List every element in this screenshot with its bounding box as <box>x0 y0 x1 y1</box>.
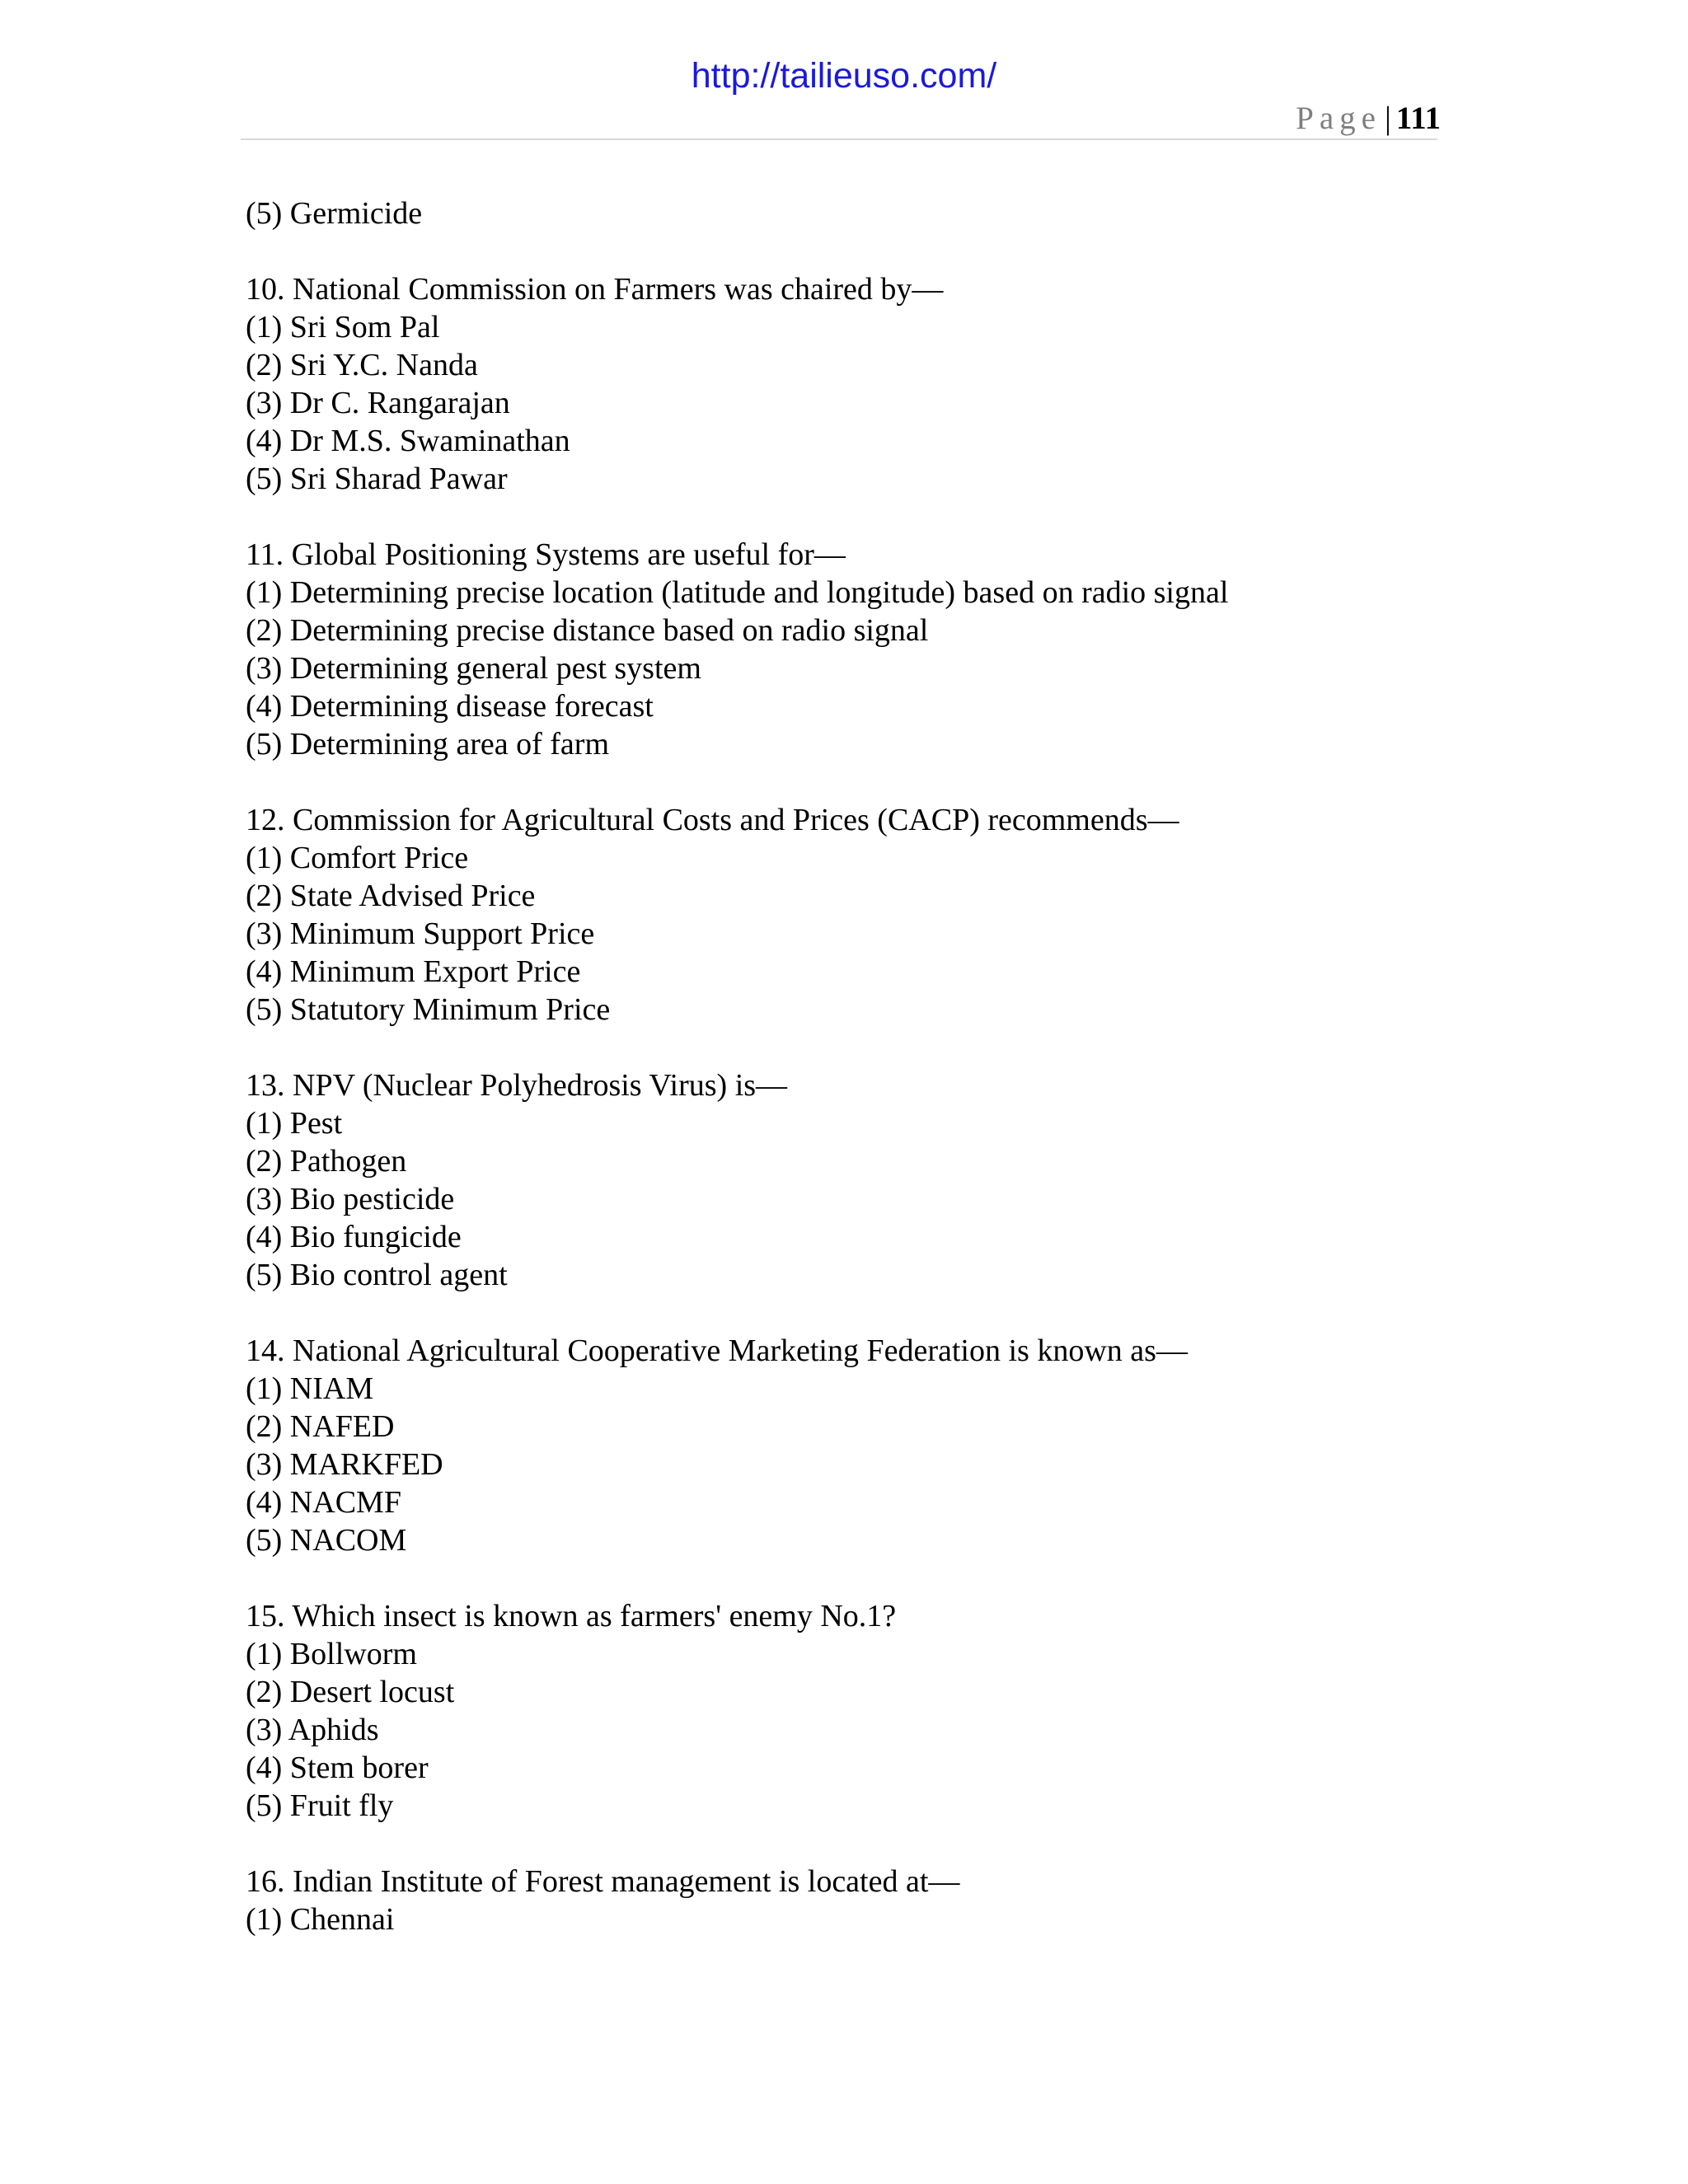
question-text: 13. NPV (Nuclear Polyhedrosis Virus) is— <box>246 1068 788 1103</box>
question-text: 15. Which insect is known as farmers' enemy No.1? <box>246 1599 897 1633</box>
option-line: (1) NIAM <box>246 1371 374 1406</box>
option-line: (1) Sri Som Pal <box>246 310 440 344</box>
question-text: 11. Global Positioning Systems are useful for— <box>246 537 846 572</box>
option-line: (2) Determining precise distance based on radio signal <box>246 613 929 648</box>
header-url-link[interactable]: http://tailieuso.com/ <box>691 56 997 96</box>
option-line: (5) Sri Sharad Pawar <box>246 462 508 496</box>
option-line: (3) MARKFED <box>246 1447 443 1482</box>
option-line: (2) Sri Y.C. Nanda <box>246 348 478 382</box>
question-block-14 <box>246 1332 1441 1559</box>
option-line: (2) State Advised Price <box>246 879 536 913</box>
question-text: 10. National Commission on Farmers was chaired by— <box>246 272 944 307</box>
option-line: (2) Pathogen <box>246 1144 407 1179</box>
option-line: (4) Minimum Export Price <box>246 954 581 989</box>
option-line: (3) Dr C. Rangarajan <box>246 386 510 420</box>
header-divider <box>241 138 1437 140</box>
lead-option-line: (5) Germicide <box>246 196 423 231</box>
option-line: (4) Dr M.S. Swaminathan <box>246 424 570 458</box>
option-line: (5) NACOM <box>246 1523 407 1558</box>
page-number-value: 111 <box>1395 101 1441 136</box>
option-line: (3) Minimum Support Price <box>246 916 595 951</box>
option-line: (5) Fruit fly <box>246 1788 394 1823</box>
question-text: 14. National Agricultural Cooperative Marketing Federation is known as— <box>246 1333 1188 1368</box>
question-block-11 <box>246 536 1441 763</box>
option-line: (5) Bio control agent <box>246 1258 508 1292</box>
page-number-label <box>1296 99 1441 138</box>
question-block-10 <box>246 270 1441 498</box>
page-word: Page <box>1296 101 1381 136</box>
option-line: (2) NAFED <box>246 1409 395 1444</box>
question-text: 12. Commission for Agricultural Costs and Prices (CACP) recommends— <box>246 803 1179 837</box>
option-line: (3) Aphids <box>246 1713 379 1747</box>
option-line: (2) Desert locust <box>246 1675 455 1709</box>
question-content <box>246 194 1441 1938</box>
option-line: (1) Chennai <box>246 1902 395 1937</box>
question-text: 16. Indian Institute of Forest management is located at— <box>246 1864 960 1899</box>
option-line: (3) Determining general pest system <box>246 651 701 686</box>
option-line: (3) Bio pesticide <box>246 1182 455 1216</box>
option-line: (1) Determining precise location (latitude and longitude) based on radio signal <box>246 575 1229 610</box>
question-block-16 <box>246 1863 1441 1938</box>
question-block-12 <box>246 801 1441 1029</box>
option-line: (1) Pest <box>246 1106 343 1141</box>
option-line: (5) Statutory Minimum Price <box>246 992 611 1027</box>
option-line: (5) Determining area of farm <box>246 727 610 762</box>
option-line: (4) Bio fungicide <box>246 1220 462 1254</box>
page-separator: | <box>1384 101 1391 136</box>
question-block-13 <box>246 1066 1441 1294</box>
option-line: (4) NACMF <box>246 1485 401 1520</box>
option-line: (1) Comfort Price <box>246 841 469 875</box>
option-line: (4) Determining disease forecast <box>246 689 654 724</box>
option-line: (4) Stem borer <box>246 1750 429 1785</box>
question-block-15 <box>246 1597 1441 1825</box>
option-line: (1) Bollworm <box>246 1637 417 1671</box>
